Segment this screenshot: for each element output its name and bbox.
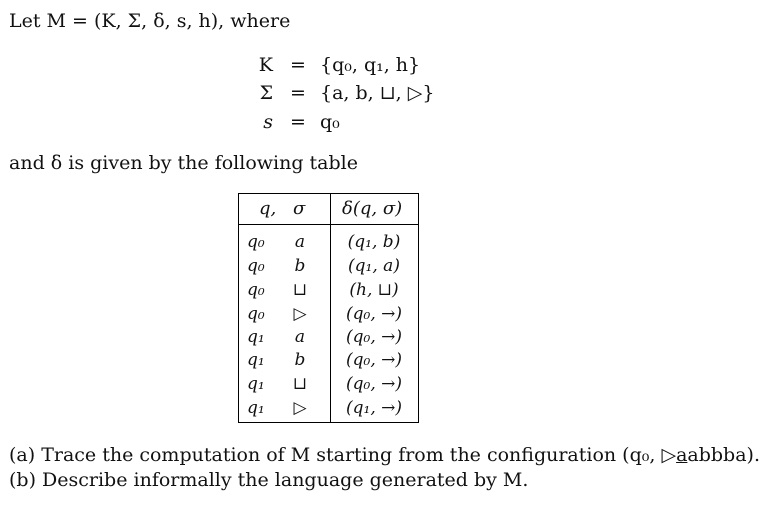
row-symbol: a: [294, 232, 306, 252]
delta-intro-text: and δ is given by the following table: [9, 152, 358, 174]
table-column-divider: [330, 194, 331, 422]
row-symbol: b: [294, 256, 306, 276]
row-symbol: ⊔: [292, 374, 308, 394]
row-symbol: a: [294, 327, 306, 347]
question-b: (b) Describe informally the language generated by M.: [9, 469, 529, 491]
row-state: q₁: [247, 374, 265, 394]
row-result: (q₀, →): [345, 327, 402, 347]
row-state: q₀: [247, 280, 265, 300]
row-result: (q₁, →): [345, 398, 402, 418]
row-state: q₀: [247, 232, 265, 252]
definition-equals: =: [290, 82, 306, 104]
row-result: (h, ⊔): [349, 280, 399, 300]
row-state: q₁: [247, 327, 265, 347]
transition-table: [238, 193, 419, 423]
definition-value: {a, b, ⊔, ▷}: [320, 82, 435, 104]
row-state: q₁: [247, 350, 265, 370]
definition-equals: =: [290, 111, 306, 133]
row-result: (q₀, →): [345, 350, 402, 370]
header-q: q,: [259, 198, 277, 219]
intro-text: Let M = (K, Σ, δ, s, h), where: [9, 10, 291, 32]
definition-value: {q₀, q₁, h}: [320, 54, 421, 76]
definition-value: q₀: [320, 111, 340, 133]
question-a-prefix: (a) Trace the computation of M starting from the configuration (q₀, ▷: [9, 444, 677, 466]
row-symbol: b: [294, 350, 306, 370]
table-header-divider: [239, 224, 418, 225]
row-result: (q₀, →): [345, 374, 402, 394]
header-delta: δ(q, σ): [342, 198, 403, 219]
definition-symbol: s: [263, 111, 273, 133]
definition-symbol: K: [258, 54, 273, 76]
row-symbol: ▷: [293, 304, 307, 324]
row-result: (q₀, →): [345, 304, 402, 324]
question-a-underlined: a: [676, 444, 688, 466]
row-state: q₀: [247, 256, 265, 276]
header-sigma: σ: [293, 198, 306, 219]
definition-equals: =: [290, 54, 306, 76]
row-state: q₁: [247, 398, 265, 418]
row-result: (q₁, a): [348, 256, 400, 276]
row-symbol: ▷: [293, 398, 307, 418]
row-result: (q₁, b): [347, 232, 401, 252]
row-state: q₀: [247, 304, 265, 324]
definition-symbol: Σ: [259, 82, 273, 104]
question-a-suffix: abbba).: [687, 444, 760, 466]
row-symbol: ⊔: [292, 280, 308, 300]
question-a: [9, 444, 760, 466]
